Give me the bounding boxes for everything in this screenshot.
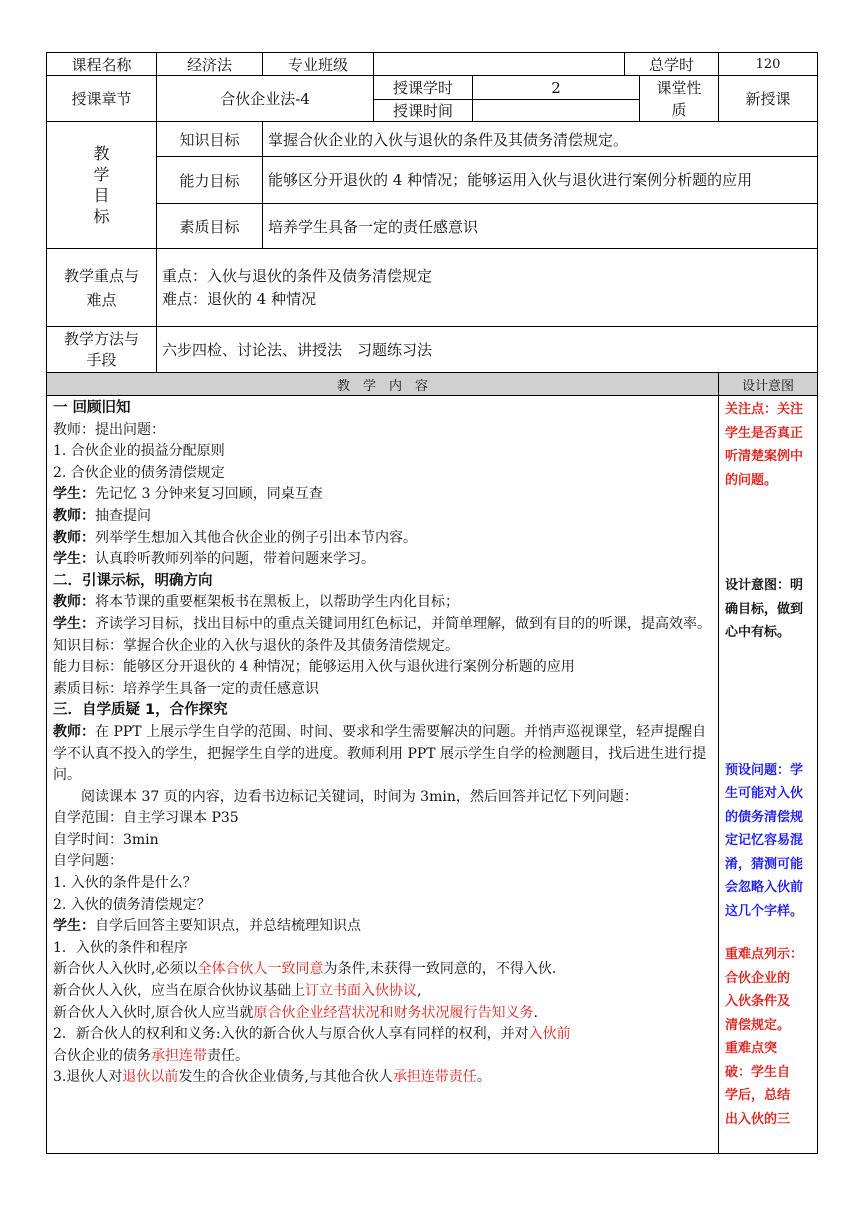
ability-label: 能力目标 xyxy=(157,157,263,204)
quality-label: 素质目标 xyxy=(157,204,263,249)
content-header: 教 学 内 容 xyxy=(47,373,719,396)
design-note-keypoints: 重难点列示： 合伙企业的 入伙条件及 清偿规定。 重难点突 破：学生自 学后，总结 出入伙的三 xyxy=(725,947,804,1127)
keypoints-label: 教学重点与 难点 xyxy=(47,249,157,327)
section-title: 一 回顾旧知 xyxy=(53,400,131,416)
hours-label: 授课学时 xyxy=(374,76,473,99)
total-hours-label: 总学时 xyxy=(625,53,719,75)
chapter: 合伙企业法-4 xyxy=(157,76,374,122)
time-value xyxy=(473,100,640,121)
ability-goal: 能够区分开退伙的 4 种情况；能够运用入伙与退伙进行案例分析题的应用 xyxy=(263,157,818,204)
class-value xyxy=(374,53,719,76)
quality-goal: 培养学生具备一定的责任感意识 xyxy=(263,204,818,249)
hours-value: 2 xyxy=(551,78,561,97)
class-value-text xyxy=(374,53,625,75)
time-cell xyxy=(374,100,640,122)
knowledge-goal: 掌握合伙企业的入伙与退伙的条件及其债务清偿规定。 xyxy=(263,122,818,157)
design-notes xyxy=(719,396,818,1154)
section-title: 二．引课示标，明确方向 xyxy=(53,572,213,589)
design-note-preset: 预设问题：学 生可能对入伙 的债务清偿规 定记忆容易混 淆，猜测可能 会忽略入伙前 这几个字样。 xyxy=(725,762,804,919)
lesson-plan-table xyxy=(46,52,818,1154)
methods-label: 教学方法与 手段 xyxy=(47,327,157,373)
time-label: 授课时间 xyxy=(374,100,473,121)
lesson-plan xyxy=(46,52,817,1154)
design-note-intent: 设计意图：明 确目标，做到 心中有标。 xyxy=(725,578,804,640)
objectives-label: 教 学 目 标 xyxy=(47,122,157,249)
keypoints-content xyxy=(157,249,818,327)
section-title: 三．自学质疑 1，合作探究 xyxy=(53,702,228,719)
design-note-focus: 关注点：关注 学生是否真正 听清楚案例中 的问题。 xyxy=(725,402,804,488)
teaching-content: 一 回顾旧知 教师：提出问题： 1. 合伙企业的损益分配原则 2. 合伙企业的债务清偿规定 学生：先记忆 3 分钟来复习回顾，同桌互查 教师：抽查提问 教师：列举学生想加入其他合伙企业的例子引出本节内容。 学生：认真聆听教师列举的问题，带着问题来学习。 二．引课示标，明确方向 教师：将本节课的重要框架板书在黑板上，以帮助学生内化目标； 学生：齐读学习目标，找出目标中的重点关键词用红色标记，并简单理解，做到有目的的听课，提高效率。 知识目标：掌握合伙企业的入伙与退伙的条件及其债务清偿规定。 能力目标：能够区分开退伙的 4 种情况；能够运用入伙与退伙进行案例分析题的应用 素质目标：培养学生具备一定的责任感意识 三．自学质疑 1，合作探究 教师：在 PPT 上展示学生自学的范围、时间、要求和学生需要解决的问题。并悄声巡视课堂，轻声提醒自学不认真不投入的学生，把握学生自学的进度。教师利用 PPT 展示学生自学的检测题目，找后进生进行提问。 阅读课本 37 页的内容，边看书边标记关键词，时间为 3min，然后回答并记忆下列问题： 自学范围：自主学习课本 P35 自学时间：3min 自学问题： 1. 入伙的条件是什么？ 2. 入伙的债务清偿规定？ 学生：自学后回答主要知识点，并总结梳理知识点 1．入伙的条件和程序 新合伙人入伙时,必须以全体合伙人一致同意为条件,未获得一致同意的，不得入伙. 新合伙人入伙，应当在原合伙协议基础上订立书面入伙协议, 新合伙人入伙时,原合伙人应当就原合伙企业经营状况和财务状况履行告知义务. 2．新合伙人的权利和义务:入伙的新合伙人与原合伙人享有同样的权利，并对入伙前 合伙企业的债务承担连带责任。 3.退伙人对退伙以前发生的合伙企业债务,与其他合伙人承担连带责任。 xyxy=(47,396,719,1154)
key-point: 重点：入伙与退伙的条件及债务清偿规定 xyxy=(162,266,433,285)
chapter-label: 授课章节 xyxy=(47,76,157,122)
design-header: 设计意图 xyxy=(719,373,818,396)
type-label: 课堂性 质 xyxy=(640,76,719,122)
type-value: 新授课 xyxy=(719,76,818,122)
total-hours: 120 xyxy=(719,53,818,76)
course-name-label: 课程名称 xyxy=(47,53,157,76)
course-name: 经济法 xyxy=(157,53,263,76)
class-label: 专业班级 xyxy=(263,53,374,76)
knowledge-label: 知识目标 xyxy=(157,122,263,157)
hours-cell xyxy=(374,76,640,100)
methods-value: 六步四检、讨论法、讲授法 习题练习法 xyxy=(157,327,818,373)
difficult-point: 难点：退伙的 4 种情况 xyxy=(162,289,317,308)
